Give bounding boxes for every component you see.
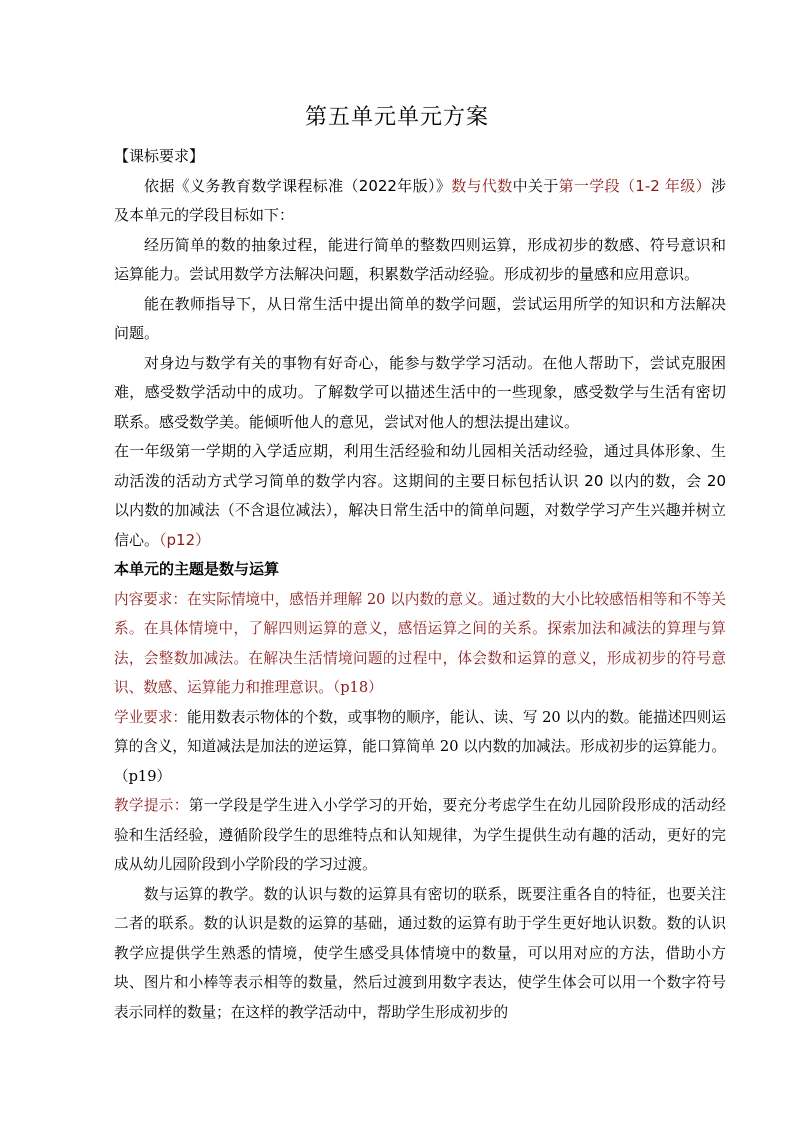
content-requirement (114, 585, 726, 703)
final-paragraph: 数与运算的教学。数的认识与数的运算具有密切的联系，既要注重各自的特征，也要关注二者的联系。数的认识是数的运算的基础，通过数的运算有助于学生更好地认识数。数的认识教学应提供学生熟悉的情境，使学生感受具体情境中的数量，可以用对应的方法，借助小方块、图片和小棒等表示相等的数量，然后过渡到用数字表达，使学生体会可以用一个数字符号表示同样的数量；在这样的教学活动中，帮助学生形成初步的 (114, 885, 726, 1021)
intro-stage: 第一学段 (558, 176, 620, 195)
page-title: 第五单元单元方案 (304, 105, 489, 130)
document-body (114, 142, 726, 1027)
intro-text-1: 依据《义务教育数学课程标准（2022年版）》 (144, 176, 452, 195)
intro-grades: （1-2 年级） (619, 176, 711, 195)
goal-paragraph-1: 经历简单的数的抽象过程，能进行简单的整数四则运算，形成初步的数感、符号意识和运算能力。尝试用数学方法解决问题，积累数学活动经验。形成初步的量感和应用意识。 (114, 235, 726, 283)
academic-requirement (114, 703, 726, 792)
section-heading: 【课标要求】 (114, 147, 205, 165)
academic-requirement-label: 学业要求： (114, 708, 188, 726)
teaching-tip (114, 791, 726, 880)
adaptation-paragraph (114, 437, 726, 555)
goal-paragraph-2: 能在教师指导下，从日常生活中提出简单的数学问题，尝试运用所学的知识和方法解决问题。 (114, 294, 726, 342)
goal-paragraph-3: 对身边与数学有关的事物有好奇心，能参与数学学习活动。在他人帮助下，尝试克服困难，感受数学活动中的成功。了解数学可以描述生活中的一些现象，感受数学与生活有密切联系。感受数学美。能倾听他人的意见，尝试对他人的想法提出建议。 (114, 353, 726, 431)
theme-value: 数与运算 (219, 560, 280, 578)
adaptation-ref: （p12） (159, 530, 211, 549)
content-requirement-label: 内容要求： (114, 590, 188, 608)
academic-requirement-text: 能用数表示物体的个数，或事物的顺序，能认、读、写 20 以内的数。能描述四则运算的含义，知道减法是加法的逆运算，能口算简单 20 以内数的加减法。形成初步的运算能力。（p19） (114, 708, 726, 785)
theme-prefix: 本单元的主题是 (114, 560, 220, 578)
teaching-tip-text: 第一学段是学生进入小学学习的开始，要充分考虑学生在幼儿园阶段形成的活动经验和生活经验，遵循阶段学生的思维特点和认知规律，为学生提供生动有趣的活动，更好的完成从幼儿园阶段到小学阶段的学习过渡。 (114, 797, 726, 873)
intro-text-2: 中关于 (512, 176, 559, 195)
adaptation-text: 在一年级第一学期的入学适应期，利用生活经验和幼儿园相关活动经验，通过具体形象、生动活泼的活动方式学习简单的数学内容。这期间的主要日标包括认识 20 以内的数，会 20 以内数的加减法（不含退位减法），解决日常生活中的简单问题，对数学学习产生兴趣并树立信心。 (114, 442, 726, 549)
teaching-tip-label: 教学提示： (114, 797, 189, 814)
theme-line (114, 555, 726, 585)
intro-paragraph (114, 172, 726, 231)
intro-text-3: 涉及本单元的学段目标如下： (114, 176, 726, 224)
intro-strand: 数与代数 (451, 176, 513, 195)
content-requirement-text: 在实际情境中，感悟并理解 20 以内数的意义。通过数的大小比较感悟相等和不等关系。在具体情境中，了解四则运算的意义，感悟运算之间的关系。探索加法和减法的算理与算法，会整数加减法。在解决生活情境问题的过程中，体会数和运算的意义，形成初步的符号意识、数感、运算能力和推理意识。（p18） (114, 590, 726, 696)
